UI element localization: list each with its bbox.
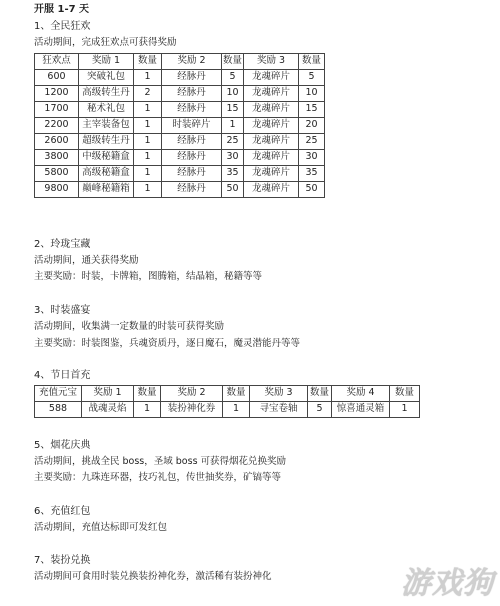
section-2-desc: 活动期间，通关获得奖励 (34, 255, 139, 266)
table-cell: 1 (390, 402, 420, 418)
table-cell: 高级秘籍盒 (79, 166, 134, 182)
section-3-reward: 主要奖励：时装图鉴，兵魂资质丹，逐日魔石，魔灵潜能丹等等 (34, 338, 301, 349)
table-cell: 龙魂碎片 (244, 102, 299, 118)
section-5-heading: 5、烟花庆典 (34, 440, 91, 451)
table-cell: 5800 (35, 166, 79, 182)
table-cell: 1 (222, 118, 244, 134)
t1-header-cell: 奖励 1 (79, 54, 134, 70)
t1-header-cell: 数量 (299, 54, 325, 70)
table-cell: 龙魂碎片 (244, 134, 299, 150)
table-cell: 30 (222, 150, 244, 166)
table-row (35, 134, 325, 150)
table-cell: 龙魂碎片 (244, 182, 299, 198)
t1-header-cell: 奖励 3 (244, 54, 299, 70)
table-cell: 1200 (35, 86, 79, 102)
t2-header-cell: 数量 (308, 386, 332, 402)
table-cell: 25 (222, 134, 244, 150)
table-cell: 龙魂碎片 (244, 86, 299, 102)
table-cell: 经脉丹 (162, 86, 222, 102)
table-cell: 时装碎片 (162, 118, 222, 134)
table-cell: 35 (222, 166, 244, 182)
section-6-desc: 活动期间，充值达标即可发红包 (34, 522, 168, 533)
table-cell: 装扮神化券 (161, 402, 223, 418)
table-cell: 1 (223, 402, 250, 418)
site-watermark-logo: 游戏狗 (401, 565, 494, 601)
section-3-desc: 活动期间，收集满一定数量的时装可获得奖励 (34, 321, 225, 332)
table-cell: 600 (35, 70, 79, 86)
table-cell: 战魂灵焰 (82, 402, 134, 418)
first-recharge-table (34, 385, 420, 418)
section-1-heading: 1、全民狂欢 (34, 21, 91, 32)
t2-header-cell: 数量 (223, 386, 250, 402)
t1-header-cell: 数量 (134, 54, 162, 70)
table-cell: 9800 (35, 182, 79, 198)
table-row (35, 150, 325, 166)
section-2-reward: 主要奖励：时装，卡牌箱，图腾箱，结晶箱，秘籍等等 (34, 271, 263, 282)
table-cell: 1 (134, 166, 162, 182)
t2-header-cell: 奖励 3 (250, 386, 308, 402)
table-cell: 1700 (35, 102, 79, 118)
t1-header-cell: 数量 (222, 54, 244, 70)
table-cell: 15 (222, 102, 244, 118)
table-cell: 经脉丹 (162, 102, 222, 118)
table-cell: 5 (308, 402, 332, 418)
page-title: 开服 1-7 天 (34, 4, 90, 15)
table-cell: 1 (134, 134, 162, 150)
table-cell: 惊喜通灵箱 (332, 402, 390, 418)
carnival-reward-table (34, 53, 325, 198)
t1-header-cell: 奖励 2 (162, 54, 222, 70)
table-cell: 经脉丹 (162, 166, 222, 182)
table-cell: 1 (134, 150, 162, 166)
table-cell: 10 (222, 86, 244, 102)
t2-header-cell: 数量 (390, 386, 420, 402)
section-4-heading: 4、节日首充 (34, 370, 91, 381)
table-cell: 1 (134, 182, 162, 198)
table-cell: 15 (299, 102, 325, 118)
section-5-reward: 主要奖励：九珠连环器，技巧礼包，传世抽奖券，矿镐等等 (34, 472, 282, 483)
table-cell: 突破礼包 (79, 70, 134, 86)
t2-header-cell: 奖励 2 (161, 386, 223, 402)
t1-header-cell: 狂欢点 (35, 54, 79, 70)
table-row (35, 86, 325, 102)
table-cell: 30 (299, 150, 325, 166)
table-cell: 50 (299, 182, 325, 198)
table-row (35, 102, 325, 118)
table-cell: 10 (299, 86, 325, 102)
table-cell: 1 (134, 70, 162, 86)
table-row (35, 182, 325, 198)
table-cell: 5 (222, 70, 244, 86)
table-row (35, 70, 325, 86)
table-cell: 秘术礼包 (79, 102, 134, 118)
section-5-desc: 活动期间，挑战全民 boss，圣域 boss 可获得烟花兑换奖励 (34, 456, 287, 467)
section-2-heading: 2、玲珑宝藏 (34, 239, 91, 250)
table-cell: 经脉丹 (162, 70, 222, 86)
table-cell: 超级转生丹 (79, 134, 134, 150)
table-cell: 1 (134, 102, 162, 118)
table-row (35, 402, 420, 418)
table-cell: 高级转生丹 (79, 86, 134, 102)
section-7-heading: 7、装扮兑换 (34, 555, 91, 566)
table-row (35, 166, 325, 182)
table-cell: 龙魂碎片 (244, 118, 299, 134)
section-3-heading: 3、时装盛宴 (34, 305, 91, 316)
section-1-desc: 活动期间，完成狂欢点可获得奖励 (34, 37, 177, 48)
table-cell: 25 (299, 134, 325, 150)
table-cell: 经脉丹 (162, 150, 222, 166)
table-cell: 1 (134, 402, 161, 418)
t2-header-cell: 数量 (134, 386, 161, 402)
table-cell: 经脉丹 (162, 134, 222, 150)
table-cell: 20 (299, 118, 325, 134)
table-cell: 588 (35, 402, 82, 418)
table-cell: 龙魂碎片 (244, 166, 299, 182)
section-6-heading: 6、充值红包 (34, 506, 91, 517)
table-cell: 2 (134, 86, 162, 102)
table-cell: 经脉丹 (162, 182, 222, 198)
table-cell: 龙魂碎片 (244, 70, 299, 86)
t2-header-cell: 充值元宝 (35, 386, 82, 402)
table-cell: 2600 (35, 134, 79, 150)
table-cell: 巅峰秘籍箱 (79, 182, 134, 198)
table-cell: 龙魂碎片 (244, 150, 299, 166)
t2-header-cell: 奖励 1 (82, 386, 134, 402)
table-cell: 3800 (35, 150, 79, 166)
t2-header-cell: 奖励 4 (332, 386, 390, 402)
table-cell: 1 (134, 118, 162, 134)
table-cell: 2200 (35, 118, 79, 134)
table-cell: 主宰装备包 (79, 118, 134, 134)
table-cell: 5 (299, 70, 325, 86)
section-7-desc: 活动期间可食用时装兑换装扮神化券，激活稀有装扮神化 (34, 571, 272, 582)
table-row (35, 118, 325, 134)
table-cell: 寻宝卷轴 (250, 402, 308, 418)
table-cell: 中级秘籍盒 (79, 150, 134, 166)
table-cell: 35 (299, 166, 325, 182)
table-cell: 50 (222, 182, 244, 198)
